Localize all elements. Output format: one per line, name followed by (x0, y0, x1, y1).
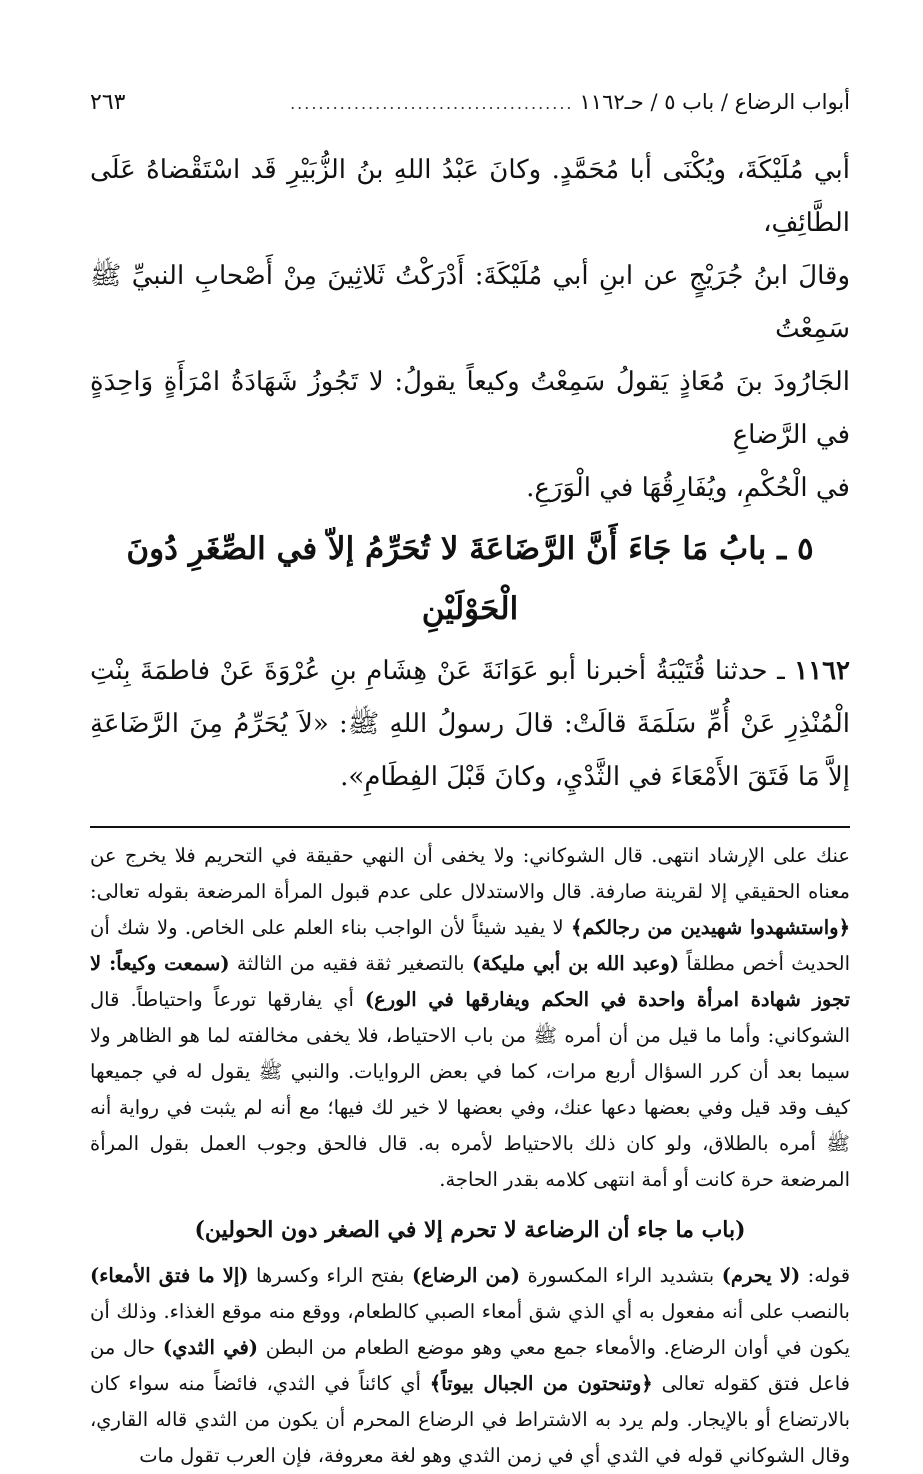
chapter-heading: ٥ ـ بابُ مَا جَاءَ أَنَّ الرَّضَاعَةَ لا تُحَرِّمُ إلاّ في الصِّغَرِ دُونَ الْحَوْلَيْنِ (126, 531, 814, 627)
lemma: (إلا ما فتق الأمعاء) (90, 1264, 249, 1287)
lemma: (من الرضاع) (411, 1264, 521, 1287)
commentary-text: بتشديد الراء المكسورة (520, 1264, 722, 1287)
book-page (90, 82, 850, 1474)
commentary-paragraph (90, 838, 850, 1198)
lemma: (وعبد الله بن أبي مليكة) (471, 952, 680, 975)
lemma: (سمعت وكيعاً: لا تجوز شهادة امرأة واحدة في الحكم ويفارقها في الورع) (90, 952, 850, 1011)
intro-line: الجَارُودَ بنَ مُعَاذٍ يَقولُ سَمِعْتُ وكيعاً يقولُ: لا تَجُوزُ شَهَادَةُ امْرَأَةٍ وَاحِدَةٍ في الرَّضاعِ (90, 367, 850, 450)
commentary-text: لا يفيد شيئاً لأن الواجب بناء العلم على الخاص. ولا شك أن الحديث أخص مطلقاً (90, 916, 850, 975)
commentary-text: بفتح الراء وكسرها (248, 1264, 412, 1287)
header-title: أبواب الرضاع / باب ٥ / حـ١١٦٢ (579, 90, 850, 114)
commentary-text: أي كائناً في الثدي، فائضاً منه سواء كان بالارتضاع أو بالإيجار. ولم يرد به الاشتراط في الرضاع المحرم أن يكون من الثدي قاله القاري، وقال الشوكاني قوله في الثدي أي في زمن الثدي وهو لغة معروفة، فإن العرب تقول مات (90, 1372, 850, 1467)
main-text (90, 144, 850, 804)
commentary-text: حال من فاعل فتق كقوله تعالى (90, 1336, 850, 1395)
lemma: (في الثدي) (162, 1336, 258, 1359)
intro-line: وقالَ ابنُ جُرَيْجٍ عن ابنِ أبي مُلَيْكَةَ: أَدْرَكْتُ ثَلاثِينَ مِنْ أَصْحابِ النبيِّ ﷺ سَمِعْتُ (90, 261, 850, 344)
intro-line: أبي مُلَيْكَةَ، ويُكْنَى أبا مُحَمَّدٍ. وكانَ عَبْدُ اللهِ بنُ الزُّبَيْرِ قَد اسْتَقْضاهُ عَلَى الطَّائِفِ، (90, 155, 850, 238)
quran-quote: ﴿وتنحتون من الجبال بيوتاً﴾ (429, 1372, 653, 1395)
quran-quote: ﴿واستشهدوا شهيدين من رجالكم﴾ (570, 916, 850, 939)
commentary-paragraph (90, 1258, 850, 1474)
hadith-paragraph (90, 645, 850, 804)
intro-line: في الْحُكْمِ، ويُفَارِقُهَا في الْوَرَعِ. (526, 473, 850, 503)
commentary-text: بالتصغير ثقة فقيه من الثالثة (229, 952, 472, 975)
commentary-text: أي يفارقها تورعاً واحتياطاً. قال الشوكاني: وأما ما قيل من أن أمره ﷺ من باب الاحتياط، فلا يخفى مخالفته لما هو الظاهر ولا سيما بعد أن كرر السؤال أربع مرات، كما في بعض الروايات. والنبي ﷺ يقول له في جميعها كيف وقد قيل وفي بعضها دعها عنك، وفي بعضها لا خير لك فيها؛ مع أنه لم يثبت في رواية أنه ﷺ أمره بالطلاق، ولو كان ذلك بالاحتياط لأمره به. قال فالحق وجوب العمل بقول المرأة المرضعة حرة كانت أو أمة انتهى كلامه بقدر الحاجة. (90, 988, 850, 1191)
commentary-text: عنك على الإرشاد انتهى. قال الشوكاني: ولا يخفى أن النهي حقيقة في التحريم فلا يخرج عن معناه الحقيقي إلا لقرينة صارفة. قال والاستدلال على عدم قبول المرأة المرضعة بقوله تعالى: (90, 844, 850, 903)
commentary-chapter-heading: (باب ما جاء أن الرضاعة لا تحرم إلا في الصغر دون الحولين) (194, 1217, 746, 1243)
header-leader-dots: ........................................ (290, 94, 574, 113)
lemma: (لا يحرم) (721, 1264, 801, 1287)
commentary-text: قوله: (800, 1264, 851, 1287)
running-header (90, 82, 850, 122)
hadith-number: ١١٦٢ (794, 656, 851, 686)
hadith-text: ـ حدثنا قُتَيْبَةُ أخبرنا أبو عَوَانَةَ عَنْ هِشَامِ بنِ عُرْوَةَ عَنْ فاطمَةَ بِنْتِ الْمُنْذِرِ عَنْ أُمِّ سَلَمَةَ قالَتْ: قالَ رسولُ اللهِ ﷺ: «لاَ يُحَرِّمُ مِنَ الرَّضَاعَةِ إلاَّ مَا فَتَقَ الأَمْعَاءَ في الثَّدْيِ، وكانَ قَبْلَ الفِطَامِ». (90, 656, 850, 792)
page-number: ٢٦٣ (90, 90, 126, 115)
footnote-divider (90, 826, 850, 828)
commentary (90, 838, 850, 1474)
commentary-text: بالنصب على أنه مفعول به أي الذي شق أمعاء الصبي كالطعام، ووقع منه موقع الغذاء. وذلك أن يكون في أوان الرضاع. والأمعاء جمع معي وهو موضع الطعام من البطن (90, 1300, 850, 1359)
